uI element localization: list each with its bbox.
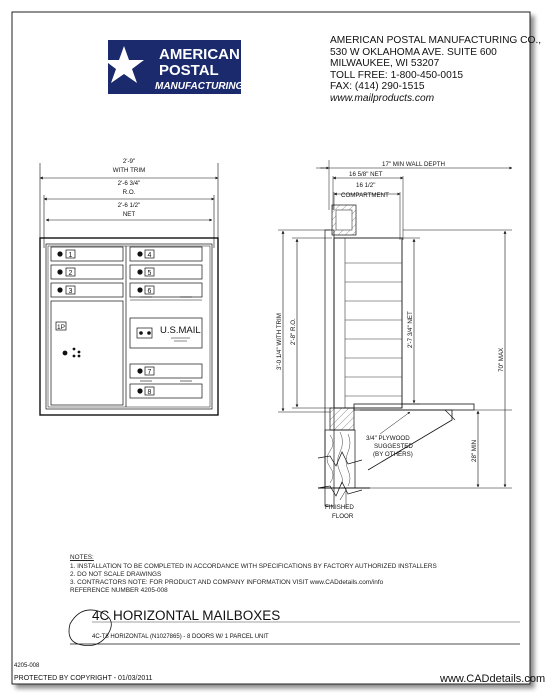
door-number-1: 1 bbox=[68, 252, 73, 259]
door-number-7: 7 bbox=[147, 369, 152, 376]
door-number-5: 5 bbox=[147, 270, 152, 277]
wall-depth-label: 17" MIN WALL DEPTH bbox=[382, 161, 445, 168]
dim-net: 2'-6 1/2" bbox=[117, 202, 141, 209]
company-name: AMERICAN POSTAL MANUFACTURING CO., bbox=[330, 35, 542, 46]
door-number-2: 2 bbox=[68, 270, 73, 277]
floor-label-2: FLOOR bbox=[332, 513, 354, 520]
plywood-note-2: SUGGESTED bbox=[374, 443, 413, 450]
drawing-subtitle: 4C-T8 HORIZONTAL (N1027865) - 8 DOORS W/ 1 PARCEL UNIT bbox=[92, 634, 269, 640]
company-address-2: MILWAUKEE, WI 53207 bbox=[330, 58, 440, 69]
dim-ro: 2'-6 3/4" bbox=[117, 180, 141, 187]
company-address-1: 530 W OKLAHOMA AVE. SUITE 600 bbox=[330, 47, 497, 58]
plywood-note-1: 3/4" PLYWOOD bbox=[366, 435, 410, 442]
door-number-4: 4 bbox=[147, 252, 152, 259]
company-fax: FAX: (414) 290-1515 bbox=[330, 81, 425, 92]
logo-line1: AMERICAN bbox=[159, 46, 240, 63]
door-number-6: 6 bbox=[147, 288, 152, 295]
logo-line3: MANUFACTURING bbox=[155, 81, 244, 92]
max-height: 70" MAX bbox=[498, 347, 505, 372]
company-website[interactable]: www.mailproducts.com bbox=[330, 93, 435, 104]
caddetails-link[interactable]: www.CADdetails.com bbox=[440, 673, 546, 685]
door-number-8: 8 bbox=[147, 389, 152, 396]
usmail-label: U.S.MAIL bbox=[160, 325, 201, 336]
logo bbox=[104, 40, 244, 94]
note-3: 3. CONTRACTORS NOTE: FOR PRODUCT AND COMPANY INFORMATION VISIT www.CADdetails.com/info bbox=[70, 579, 384, 586]
copyright-text: PROTECTED BY COPYRIGHT - 01/03/2011 bbox=[14, 675, 153, 682]
dim-with-trim-label: WITH TRIM bbox=[112, 167, 146, 174]
compartment-label: COMPARTMENT bbox=[341, 192, 389, 199]
reference-number: 4205-008 bbox=[14, 663, 40, 669]
plywood-note-3: (BY OTHERS) bbox=[373, 451, 413, 458]
height-net: 2'-7 3/4" NET bbox=[407, 311, 414, 348]
notes-heading: NOTES: bbox=[70, 554, 94, 561]
door-number-3: 3 bbox=[68, 288, 73, 295]
dim-with-trim: 2'-9" bbox=[122, 158, 136, 165]
parcel-label: 1P bbox=[57, 324, 65, 331]
min-height: 28" MIN bbox=[471, 439, 478, 462]
dim-ro-label: R.O. bbox=[122, 189, 136, 196]
note-4: REFERENCE NUMBER 4205-008 bbox=[70, 587, 168, 594]
logo-line2: POSTAL bbox=[159, 62, 219, 79]
note-2: 2. DO NOT SCALE DRAWINGS bbox=[70, 571, 162, 578]
height-ro: 2'-8" R.O. bbox=[290, 318, 297, 345]
net-depth-label: 16 5/8" NET bbox=[349, 171, 383, 178]
dim-net-label: NET bbox=[122, 211, 136, 218]
company-toll-free: TOLL FREE: 1-800-450-0015 bbox=[330, 70, 464, 81]
floor-label-1: FINISHED bbox=[325, 504, 354, 511]
height-with-trim: 3'-0 1/4" WITH TRIM bbox=[276, 313, 283, 370]
compartment-depth: 16 1/2" bbox=[356, 182, 376, 189]
drawing-title: 4C HORIZONTAL MAILBOXES bbox=[92, 608, 281, 623]
note-1: 1. INSTALLATION TO BE COMPLETED IN ACCORDANCE WITH SPECIFICATIONS BY FACTORY AUTHORIZED INSTALLERS bbox=[70, 563, 437, 570]
